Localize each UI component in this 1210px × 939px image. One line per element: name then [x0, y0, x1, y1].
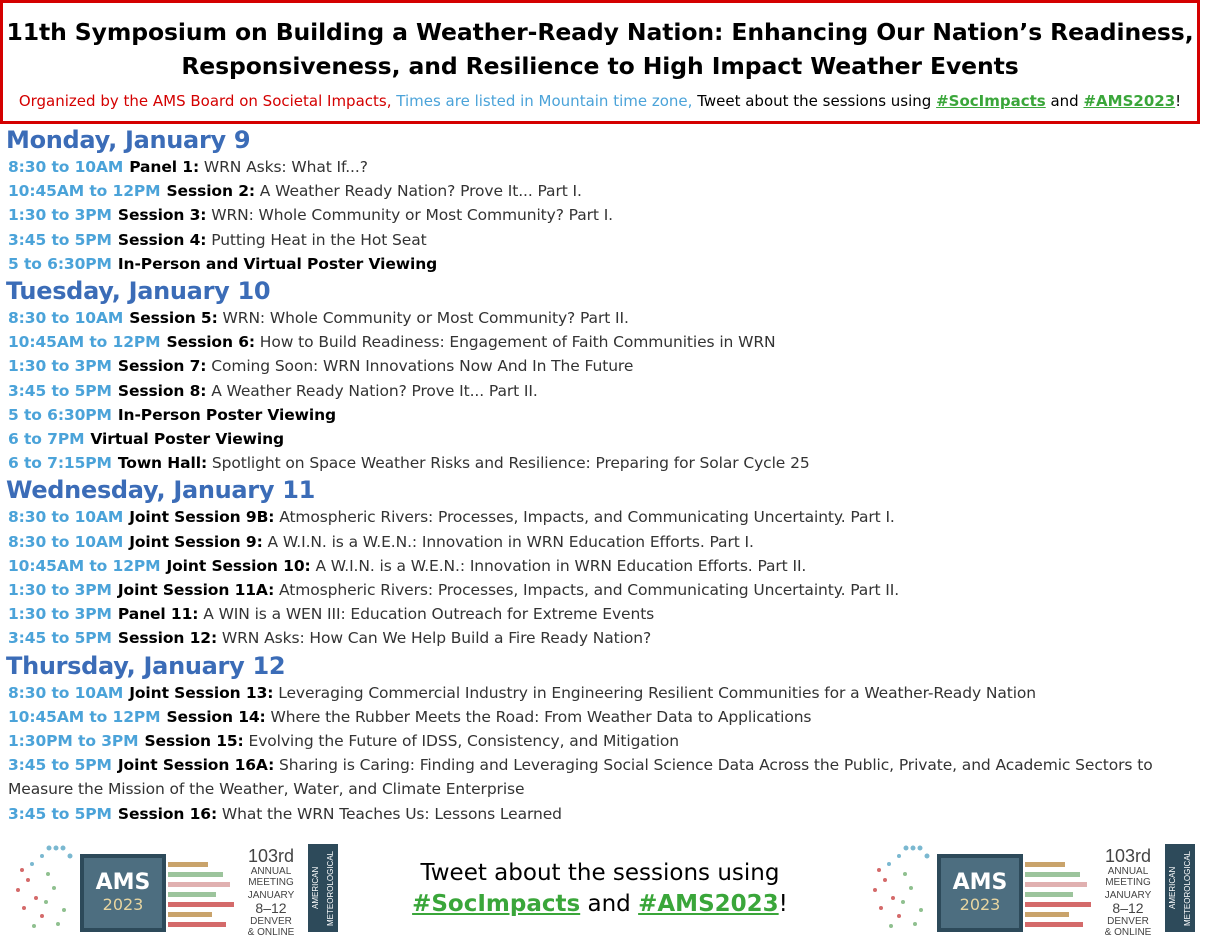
session-description: WRN: Whole Community or Most Community? Part I. — [206, 206, 613, 225]
session-name: In-Person and Virtual Poster Viewing — [117, 254, 438, 273]
day-heading: Wednesday, January 11 — [6, 476, 316, 505]
session-time: 10:45AM to 12PM — [8, 333, 161, 352]
ams-2023-logo-right — [865, 840, 1207, 938]
session-description: A WIN is a WEN III: Education Outreach for Extreme Events — [198, 605, 655, 624]
day-heading: Thursday, January 12 — [6, 651, 286, 680]
session-name: Session 2: — [166, 182, 255, 201]
session-row — [8, 505, 1200, 529]
session-name: Town Hall: — [117, 454, 208, 473]
session-time: 6 to 7:15PM — [8, 454, 112, 473]
session-row — [8, 306, 1200, 330]
ams-2023-logo-left — [8, 840, 350, 938]
footer-hashtags — [400, 889, 800, 920]
session-row — [8, 451, 1200, 475]
session-name: Joint Session 16A: — [117, 756, 275, 775]
session-row — [8, 554, 1200, 578]
session-name: Panel 11: — [117, 605, 199, 624]
session-name: Joint Session 10: — [166, 556, 311, 575]
session-name: Session 4: — [117, 230, 207, 249]
session-description: Where the Rubber Meets the Road: From Weather Data to Applications — [265, 707, 812, 726]
session-time: 1:30 to 3PM — [8, 357, 112, 376]
meeting-info — [1097, 846, 1159, 938]
footer-and-text: and — [580, 891, 639, 917]
session-time: 3:45 to 5PM — [8, 804, 112, 823]
session-description: Atmospheric Rivers: Processes, Impacts, and Communicating Uncertainty. Part I. — [274, 508, 895, 527]
session-row — [8, 530, 1200, 554]
session-row — [8, 602, 1200, 626]
session-description: What the WRN Teaches Us: Lessons Learned — [217, 804, 562, 823]
annual-text: ANNUAL — [1107, 866, 1149, 877]
session-name: Session 15: — [144, 732, 244, 751]
session-name: Session 16: — [117, 804, 218, 823]
session-name: Session 8: — [117, 381, 207, 400]
exclamation: ! — [1175, 92, 1182, 110]
session-row — [8, 252, 1200, 276]
organizer-text: Organized by the AMS Board on Societal Impacts, — [18, 92, 397, 110]
session-time: 1:30 to 3PM — [8, 605, 112, 624]
session-row — [8, 155, 1200, 179]
session-row — [8, 578, 1200, 602]
tweet-prefix: Tweet about the sessions using — [697, 92, 937, 110]
decorative-dots-left — [8, 840, 78, 935]
session-description: Leveraging Commercial Industry in Engineering Resilient Communities for a Weather-Ready Nation — [273, 683, 1037, 702]
session-time: 3:45 to 5PM — [8, 381, 112, 400]
hashtag-socimpacts-link[interactable]: #SocImpacts — [936, 92, 1046, 110]
session-time: 3:45 to 5PM — [8, 629, 112, 648]
month-text: JANUARY — [247, 890, 295, 901]
footer-hashtag-socimpacts-link[interactable]: #SocImpacts — [412, 891, 581, 917]
session-row — [8, 802, 1200, 826]
session-description: WRN Asks: What If...? — [199, 158, 368, 176]
session-name: In-Person Poster Viewing — [117, 405, 337, 424]
ams-logo-text: AMS — [952, 870, 1008, 895]
title-line-1: 11th Symposium on Building a Weather-Ready Nation: Enhancing Our Nation’s Readiness, — [6, 18, 1194, 46]
ams-logo-box — [937, 854, 1023, 932]
session-row — [8, 705, 1200, 729]
session-description: Atmospheric Rivers: Processes, Impacts, and Communicating Uncertainty. Part II. — [274, 581, 900, 600]
online-text: & ONLINE — [1104, 927, 1152, 938]
month-text: JANUARY — [1104, 890, 1152, 901]
session-name: Session 14: — [166, 707, 266, 726]
session-description: Evolving the Future of IDSS, Consistency, and Mitigation — [243, 732, 680, 751]
ams-logo-year: 2023 — [102, 895, 144, 914]
session-time: 6 to 7PM — [8, 430, 85, 449]
session-description: A W.I.N. is a W.E.N.: Innovation in WRN Education Efforts. Part II. — [310, 556, 807, 575]
session-description: How to Build Readiness: Engagement of Faith Communities in WRN — [254, 333, 776, 352]
session-name: Joint Session 11A: — [117, 581, 275, 600]
schedule — [0, 125, 1200, 826]
session-description: Putting Heat in the Hot Seat — [206, 230, 427, 249]
footer-exclamation: ! — [778, 891, 788, 917]
edition-text: 103rd — [1104, 846, 1152, 866]
session-row — [8, 228, 1200, 252]
session-name: Session 6: — [166, 333, 255, 352]
online-text: & ONLINE — [247, 927, 295, 938]
session-time: 10:45AM to 12PM — [8, 556, 161, 575]
footer-hashtag-ams2023-link[interactable]: #AMS2023 — [638, 891, 779, 917]
day-heading: Monday, January 9 — [6, 126, 251, 154]
day-heading: Tuesday, January 10 — [6, 277, 271, 306]
and-text: and — [1045, 92, 1084, 110]
session-time: 1:30 to 3PM — [8, 581, 112, 600]
session-time: 8:30 to 10AM — [8, 508, 124, 527]
session-row — [8, 681, 1200, 705]
session-time: 10:45AM to 12PM — [8, 707, 161, 726]
session-time: 8:30 to 10AM — [8, 158, 124, 176]
ams-logo-year: 2023 — [959, 895, 1001, 914]
decorative-bars-left — [168, 848, 240, 934]
session-row — [8, 330, 1200, 354]
session-row — [8, 427, 1200, 451]
ams-logo-box — [80, 854, 166, 932]
session-time: 3:45 to 5PM — [8, 756, 112, 775]
session-time: 5 to 6:30PM — [8, 405, 112, 424]
dates-text: 8–12 — [255, 900, 287, 916]
society-badge: AMERICAN METEOROLOGICAL SOCIETY — [308, 844, 338, 932]
session-row — [8, 354, 1200, 378]
session-row — [8, 379, 1200, 403]
hashtag-ams2023-link[interactable]: #AMS2023 — [1083, 92, 1176, 110]
decorative-bars-right — [1025, 848, 1097, 934]
session-name: Panel 1: — [129, 158, 200, 176]
header-banner — [0, 0, 1200, 124]
session-row — [8, 203, 1200, 227]
meeting-info — [240, 846, 302, 938]
session-row — [8, 753, 1193, 801]
session-description: Coming Soon: WRN Innovations Now And In The Future — [206, 357, 634, 376]
session-time: 1:30 to 3PM — [8, 206, 112, 225]
session-name: Session 3: — [117, 206, 207, 225]
meeting-text: MEETING — [1105, 877, 1151, 888]
session-name: Session 7: — [117, 357, 207, 376]
session-description: Sharing is Caring: Finding and Leveraging Social Science Data Across the Public, Private, and Academic Sectors to Measure the Mission of the Weather, Water, and Climate Enterprise — [8, 756, 1153, 799]
meeting-text: MEETING — [248, 877, 294, 888]
session-description: Spotlight on Space Weather Risks and Resilience: Preparing for Solar Cycle 25 — [207, 454, 810, 473]
session-description: WRN Asks: How Can We Help Build a Fire Ready Nation? — [217, 629, 652, 648]
edition-text: 103rd — [247, 846, 295, 866]
city-text: DENVER — [1107, 916, 1149, 927]
society-badge: AMERICAN METEOROLOGICAL SOCIETY — [1165, 844, 1195, 932]
session-description: A W.I.N. is a W.E.N.: Innovation in WRN Education Efforts. Part I. — [262, 532, 754, 551]
page-title — [3, 15, 1197, 83]
ams-logo-text: AMS — [95, 870, 151, 895]
session-row — [8, 626, 1200, 650]
session-name: Session 12: — [117, 629, 218, 648]
session-time: 8:30 to 10AM — [8, 309, 124, 328]
session-time: 3:45 to 5PM — [8, 230, 112, 249]
footer-tweet — [400, 858, 800, 920]
session-description: A Weather Ready Nation? Prove It... Part II. — [206, 381, 538, 400]
session-description: WRN: Whole Community or Most Community? Part II. — [217, 309, 629, 328]
session-time: 10:45AM to 12PM — [8, 182, 161, 201]
session-time: 8:30 to 10AM — [8, 532, 124, 551]
session-name: Joint Session 13: — [129, 683, 274, 702]
header-subline — [3, 92, 1197, 110]
title-line-2: Responsiveness, and Resilience to High Impact Weather Events — [181, 52, 1019, 80]
session-row — [8, 403, 1200, 427]
dates-text: 8–12 — [1112, 900, 1144, 916]
footer-tweet-text: Tweet about the sessions using — [420, 860, 780, 886]
session-name: Joint Session 9B: — [129, 508, 275, 527]
session-name: Joint Session 9: — [129, 532, 263, 551]
annual-text: ANNUAL — [250, 866, 292, 877]
city-text: DENVER — [250, 916, 292, 927]
session-time: 1:30PM to 3PM — [8, 732, 139, 751]
decorative-dots-right — [865, 840, 935, 935]
session-row — [8, 179, 1200, 203]
session-time: 5 to 6:30PM — [8, 254, 112, 273]
session-row — [8, 729, 1200, 753]
session-time: 8:30 to 10AM — [8, 683, 124, 702]
session-name: Session 5: — [129, 309, 218, 328]
session-name: Virtual Poster Viewing — [90, 430, 285, 449]
timezone-text: Times are listed in Mountain time zone, — [396, 92, 698, 110]
session-description: A Weather Ready Nation? Prove It... Part I. — [254, 182, 582, 201]
